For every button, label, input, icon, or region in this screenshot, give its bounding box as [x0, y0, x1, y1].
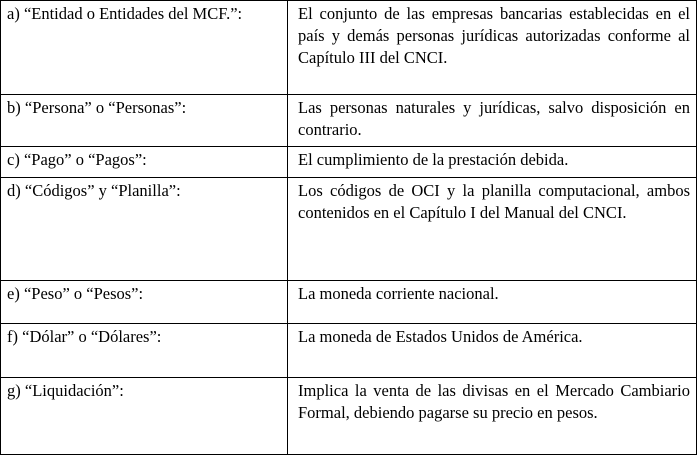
table-row: [1, 1, 697, 95]
term-cell: c) “Pago” o “Pagos”:: [1, 147, 288, 178]
term-cell: d) “Códigos” y “Planilla”:: [1, 178, 288, 281]
definition-cell: Las personas naturales y jurídicas, salvo disposición en contrario.: [288, 95, 697, 147]
term-cell: f) “Dólar” o “Dólares”:: [1, 324, 288, 378]
term-cell: g) “Liquidación”:: [1, 378, 288, 455]
table-row: [1, 281, 697, 324]
definition-cell: Los códigos de OCI y la planilla computacional, ambos contenidos en el Capítulo I del Manual del CNCI.: [288, 178, 697, 281]
table-row: [1, 324, 697, 378]
table-row: [1, 147, 697, 178]
table-row: [1, 378, 697, 455]
term-cell: a) “Entidad o Entidades del MCF.”:: [1, 1, 288, 95]
definition-cell: La moneda corriente nacional.: [288, 281, 697, 324]
table-row: [1, 95, 697, 147]
definition-cell: El conjunto de las empresas bancarias establecidas en el país y demás personas jurídicas autorizadas conforme al Capítulo III del CNCI.: [288, 1, 697, 95]
definition-cell: El cumplimiento de la prestación debida.: [288, 147, 697, 178]
table-row: [1, 178, 697, 281]
term-cell: e) “Peso” o “Pesos”:: [1, 281, 288, 324]
definition-cell: La moneda de Estados Unidos de América.: [288, 324, 697, 378]
term-cell: b) “Persona” o “Personas”:: [1, 95, 288, 147]
definition-cell: Implica la venta de las divisas en el Mercado Cambiario Formal, debiendo pagarse su precio en pesos.: [288, 378, 697, 455]
